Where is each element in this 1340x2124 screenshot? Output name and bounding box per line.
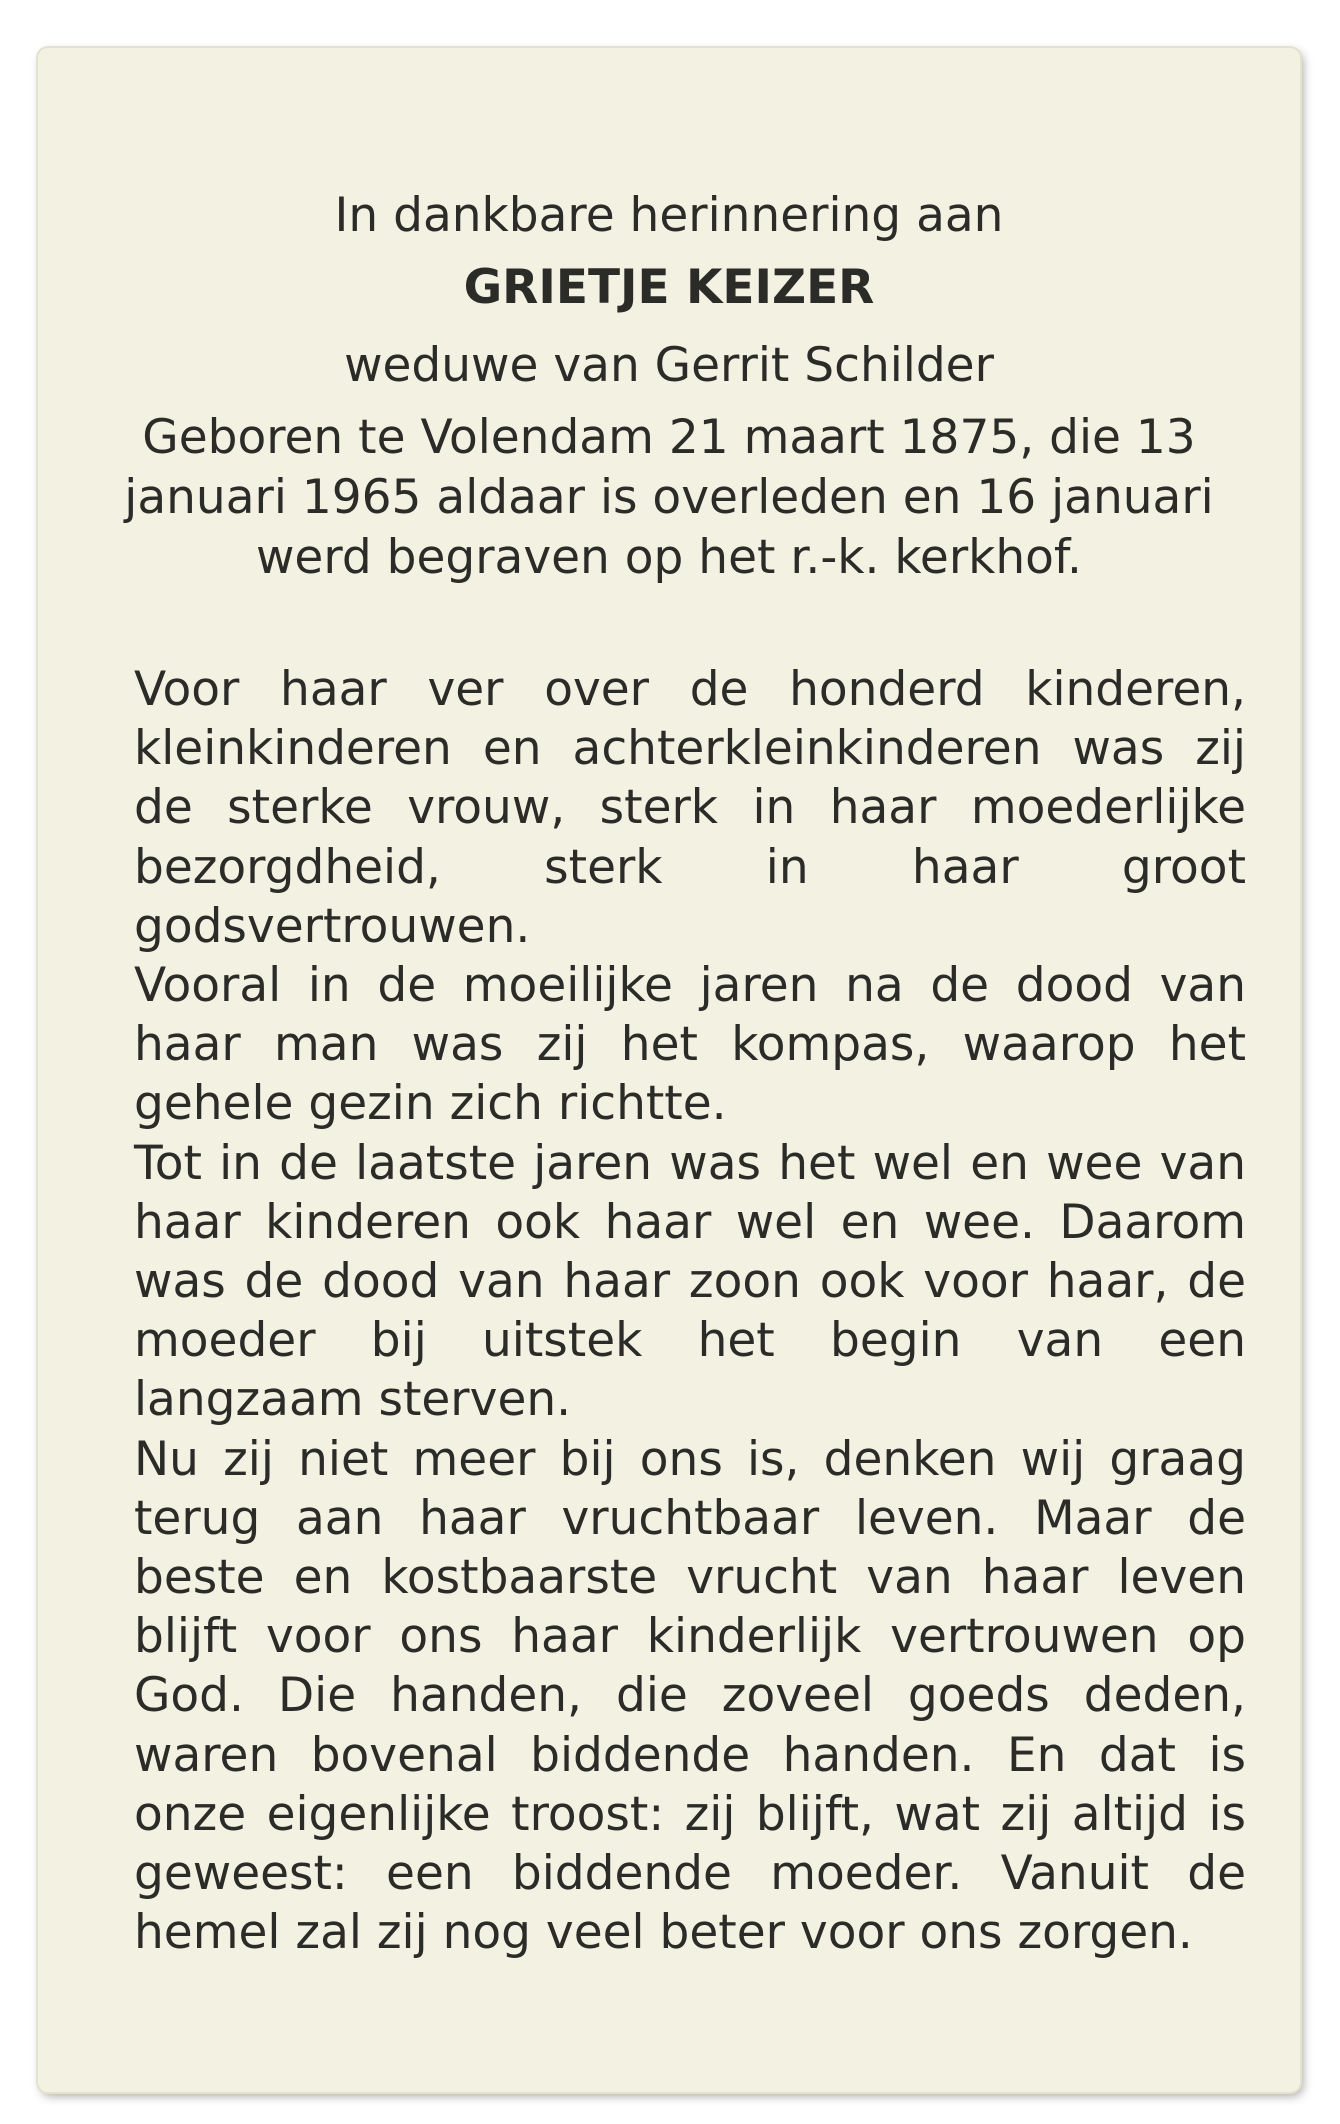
deceased-name: GRIETJE KEIZER [463,260,875,315]
paragraph-strong-woman: Voor haar ver over de honderd kinderen, kleinkinderen en achterkleinkinderen was zij de sterke vrouw, sterk in haar moederlijke bezorgdheid, sterk in haar groot godsvertrouwen. [134,662,1246,954]
memorial-card [38,48,1300,2092]
paragraph-remembrance: Nu zij niet meer bij ons is, denken wij graag terug aan haar vruchtbaar leven. Maar de beste en kostbaarste vrucht van haar leven blijft voor ons haar kinderlijk vertrouwen op God. Die handen, die zoveel goeds deden, waren bovenal biddende handen. En dat is onze eigenlijke troost: zij blijft, wat zij altijd is geweest: een biddende moeder. Vanuit de hemel zal zij nog veel beter voor ons zorgen. [134,1431,1246,1961]
paragraph-final-years: Tot in de laatste jaren was het wel en wee van haar kinderen ook haar wel en wee. Daarom was de dood van haar zoon ook voor haar, de moeder bij uitstek het begin van een langzaam sterven. [134,1135,1246,1428]
tribute-text [134,660,1246,1962]
intro-line: In dankbare herinnering aan [334,188,1004,243]
widow-of-line: weduwe van Gerrit Schilder [344,338,994,393]
paragraph-compass: Vooral in de moeilijke jaren na de dood van haar man was zij het kompas, waarop het gehele gezin zich richtte. [134,958,1246,1132]
birth-death-text: Geboren te Volendam 21 maart 1875, die 13 januari 1965 aldaar is overleden en 16 januari werd begraven op het r.-k. kerkhof. [124,410,1214,585]
